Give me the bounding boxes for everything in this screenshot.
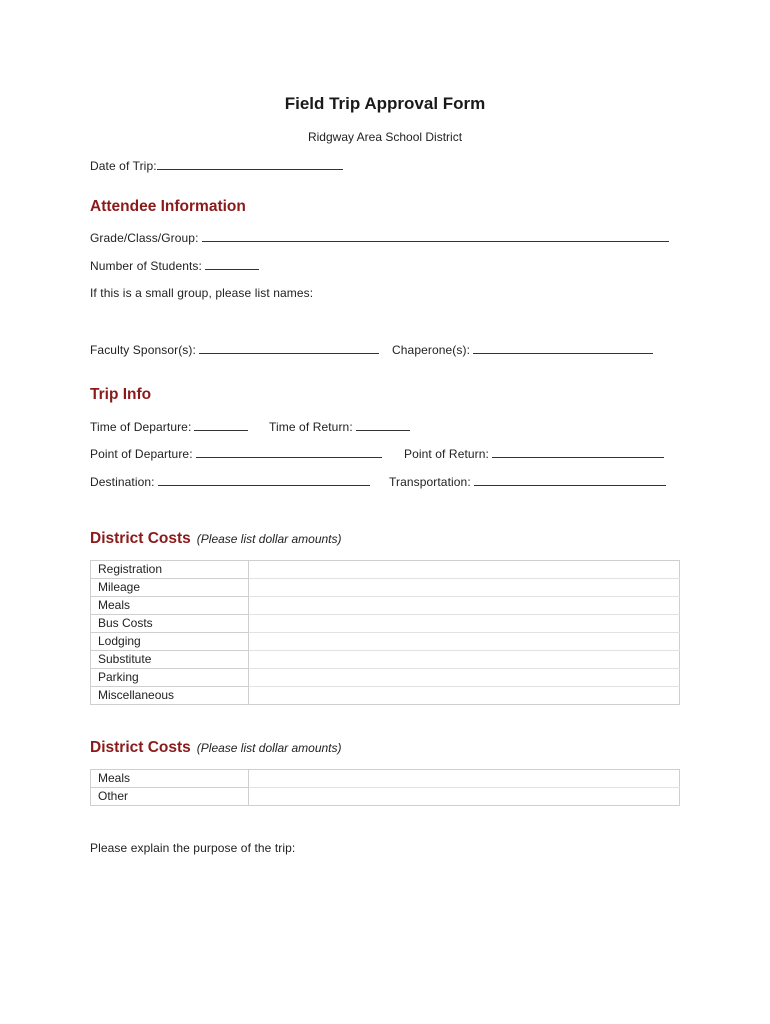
cost-row: [91, 615, 680, 633]
district-name: Ridgway Area School District: [307, 130, 463, 144]
sponsor-row: [90, 342, 379, 357]
cost-label: Bus Costs: [91, 615, 249, 633]
sponsor-label: Faculty Sponsor(s):: [90, 343, 196, 357]
sponsor-field[interactable]: [199, 342, 379, 354]
district-costs-table-1: [90, 560, 680, 705]
transportation-row: [389, 474, 666, 489]
district-costs-heading-1: [90, 530, 342, 548]
transportation-label: Transportation:: [389, 475, 471, 489]
students-label: Number of Students:: [90, 259, 202, 273]
district-costs-note-2: (Please list dollar amounts): [196, 741, 342, 755]
district-costs-heading-2: [90, 739, 342, 757]
departure-time-field[interactable]: [194, 419, 248, 431]
date-of-trip-field[interactable]: [157, 158, 343, 170]
destination-row: [90, 474, 370, 489]
cost-row: [91, 669, 680, 687]
cost-label: Meals: [91, 597, 249, 615]
chaperone-field[interactable]: [473, 342, 653, 354]
cost-row: [91, 788, 680, 806]
destination-label: Destination:: [90, 475, 155, 489]
cost-row: [91, 561, 680, 579]
cost-amount-field[interactable]: [249, 651, 680, 669]
departure-time-label: Time of Departure:: [90, 420, 192, 434]
return-time-label: Time of Return:: [269, 420, 353, 434]
cost-amount-field[interactable]: [249, 633, 680, 651]
departure-point-label: Point of Departure:: [90, 447, 193, 461]
students-row: [90, 258, 259, 273]
cost-amount-field[interactable]: [249, 561, 680, 579]
cost-label: Other: [91, 788, 249, 806]
cost-row: [91, 770, 680, 788]
cost-label: Substitute: [91, 651, 249, 669]
cost-amount-field[interactable]: [249, 615, 680, 633]
trip-heading: Trip Info: [90, 386, 152, 403]
cost-row: [91, 597, 680, 615]
cost-row: [91, 633, 680, 651]
cost-amount-field[interactable]: [249, 579, 680, 597]
destination-field[interactable]: [158, 474, 370, 486]
cost-amount-field[interactable]: [249, 687, 680, 705]
return-point-field[interactable]: [492, 446, 664, 458]
cost-label: Registration: [91, 561, 249, 579]
form-title: Field Trip Approval Form: [284, 94, 486, 113]
departure-time-row: [90, 419, 248, 434]
grade-label: Grade/Class/Group:: [90, 231, 199, 245]
cost-amount-field[interactable]: [249, 788, 680, 806]
date-of-trip-row: [90, 158, 343, 173]
departure-point-field[interactable]: [196, 446, 382, 458]
transportation-field[interactable]: [474, 474, 666, 486]
chaperone-label: Chaperone(s):: [392, 343, 471, 357]
names-label: If this is a small group, please list names:: [90, 286, 314, 300]
cost-amount-field[interactable]: [249, 770, 680, 788]
cost-label: Meals: [91, 770, 249, 788]
grade-row: [90, 230, 669, 245]
district-costs-title-2: District Costs: [90, 739, 191, 756]
return-point-label: Point of Return:: [404, 447, 489, 461]
cost-row: [91, 687, 680, 705]
cost-label: Mileage: [91, 579, 249, 597]
return-point-row: [404, 446, 664, 461]
chaperone-row: [392, 342, 653, 357]
departure-point-row: [90, 446, 382, 461]
district-costs-title-1: District Costs: [90, 530, 191, 547]
district-costs-table-2: [90, 769, 680, 806]
purpose-label: Please explain the purpose of the trip:: [90, 841, 296, 855]
date-of-trip-label: Date of Trip:: [90, 159, 157, 173]
return-time-row: [269, 419, 410, 434]
cost-row: [91, 579, 680, 597]
cost-amount-field[interactable]: [249, 597, 680, 615]
grade-field[interactable]: [202, 230, 669, 242]
cost-label: Miscellaneous: [91, 687, 249, 705]
return-time-field[interactable]: [356, 419, 410, 431]
attendee-heading: Attendee Information: [90, 198, 246, 215]
cost-row: [91, 651, 680, 669]
students-field[interactable]: [205, 258, 259, 270]
district-costs-note-1: (Please list dollar amounts): [196, 532, 342, 546]
cost-amount-field[interactable]: [249, 669, 680, 687]
cost-label: Lodging: [91, 633, 249, 651]
cost-label: Parking: [91, 669, 249, 687]
